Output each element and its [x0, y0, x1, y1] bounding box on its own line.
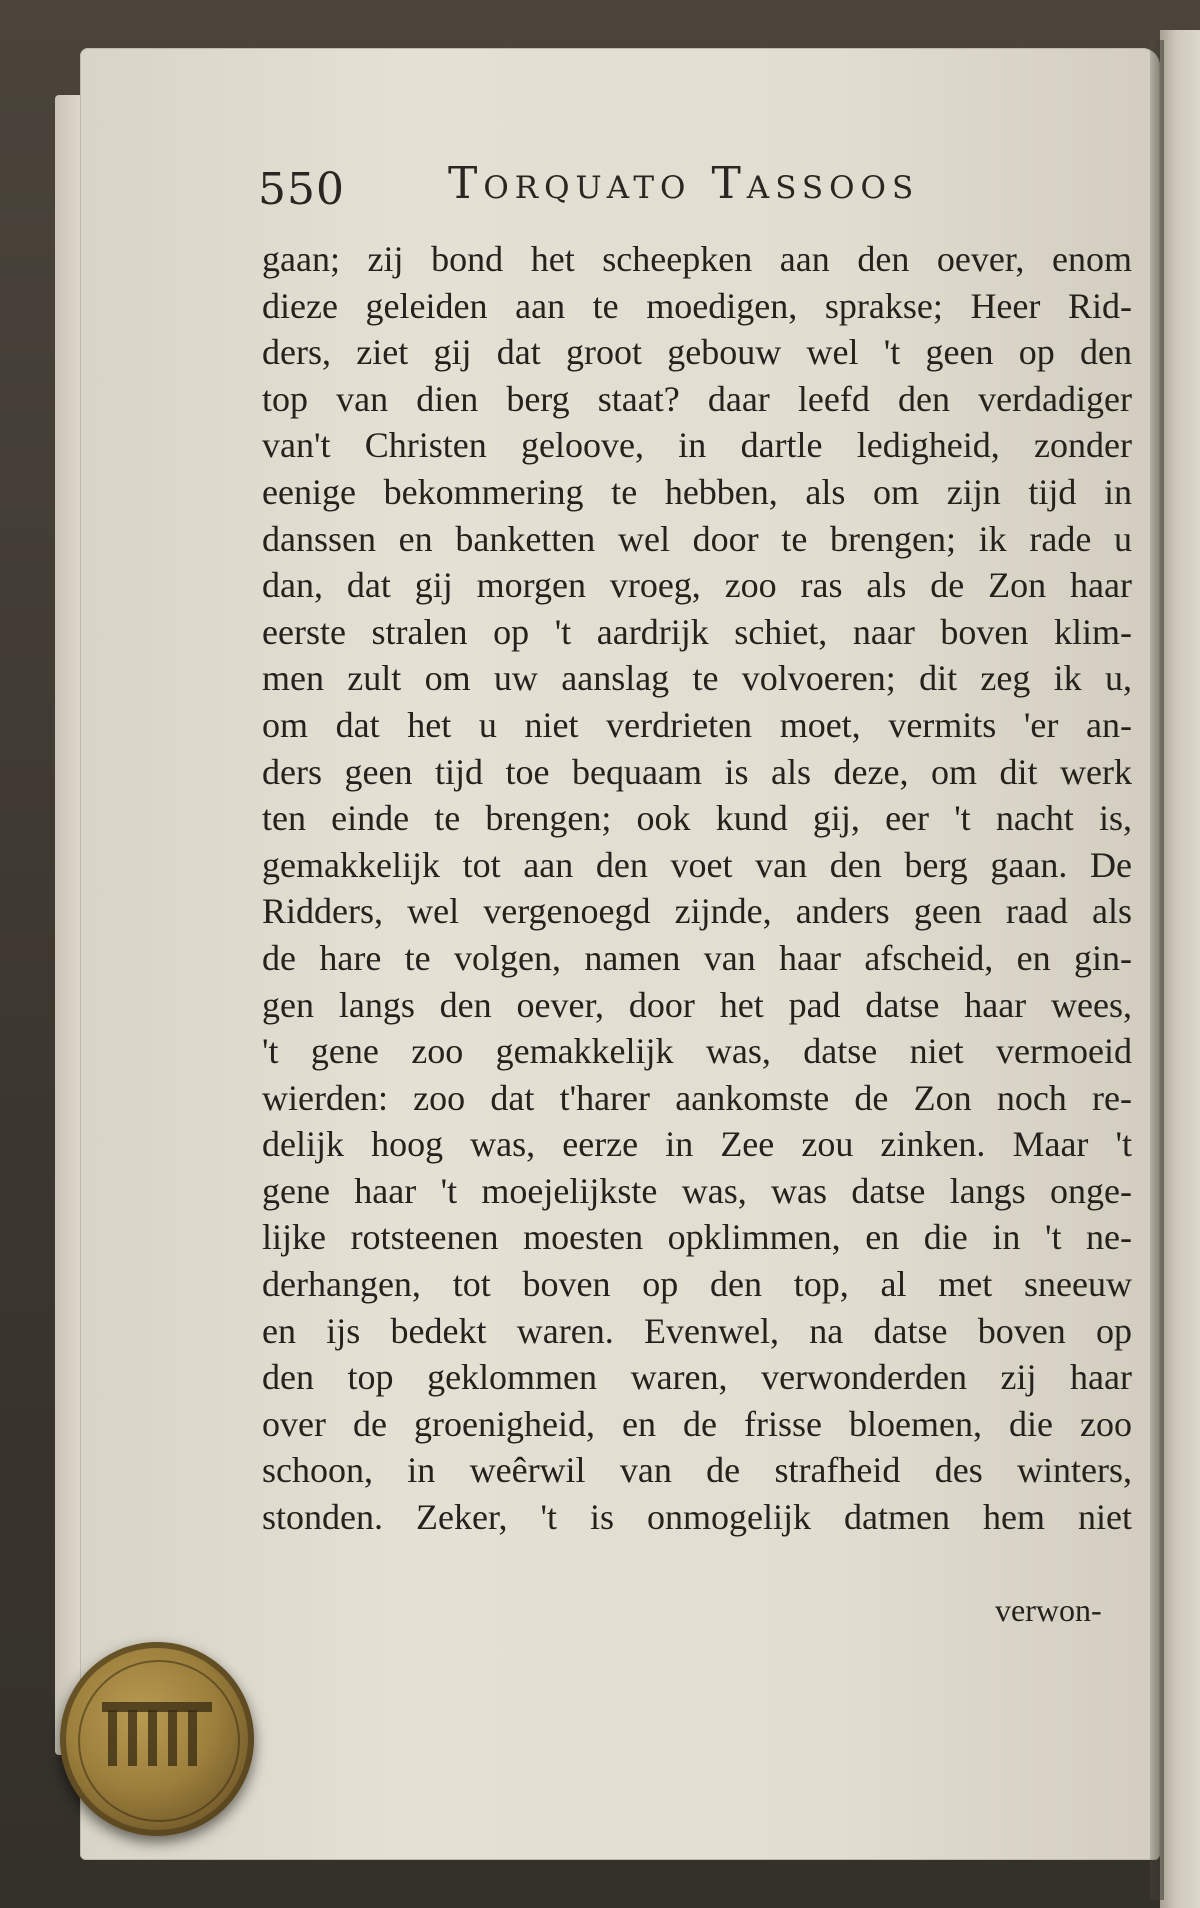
text-line: 't gene zoo gemakkelijk was, datse niet vermoeid — [262, 1031, 1132, 1072]
text-line: stonden. Zeker, 't is onmogelijk datmen hem niet — [262, 1497, 1132, 1538]
text-line: van't Christen geloove, in dartle ledigheid, zonder — [262, 425, 1132, 466]
text-line: gaan; zij bond het scheepken aan den oever, enom — [262, 239, 1132, 279]
body-text — [262, 236, 1132, 1541]
text-line: gen langs den oever, door het pad datse haar wees, — [262, 984, 1132, 1025]
text-line: wierden: zoo dat t'harer aankomste de Zon noch re- — [262, 1077, 1132, 1118]
text-line: den top geklommen waren, verwonderden zij haar — [262, 1357, 1132, 1398]
text-line: derhangen, tot boven op den top, al met sneeuw — [262, 1264, 1132, 1305]
text-line: dan, dat gij morgen vroeg, zoo ras als de Zon haar — [262, 565, 1132, 606]
text-line: Ridders, wel vergenoegd zijnde, anders geen raad als — [262, 891, 1132, 932]
text-line: ders, ziet gij dat groot gebouw wel 't geen op den — [262, 332, 1132, 373]
text-line: danssen en banketten wel door te brengen; ik rade u — [262, 518, 1132, 559]
text-line: en ijs bedekt waren. Evenwel, na datse boven op — [262, 1310, 1132, 1351]
text-line: ders geen tijd toe bequaam is als deze, om dit werk — [262, 751, 1132, 792]
catchword: verwon- — [995, 1592, 1102, 1628]
text-line: eenige bekommering te hebben, als om zijn tijd in — [262, 471, 1132, 512]
text-line: om dat het u niet verdrieten moet, vermits 'er an- — [262, 704, 1132, 745]
text-line: over de groenigheid, en de frisse bloemen, die zoo — [262, 1403, 1132, 1444]
text-line: eerste stralen op 't aardrijk schiet, naar boven klim- — [262, 611, 1132, 652]
facing-page-edge — [1160, 30, 1200, 1908]
text-line: delijk hoog was, eerze in Zee zou zinken. Maar 't — [262, 1124, 1132, 1165]
text-line: gene haar 't moejelijkste was, was datse langs onge- — [262, 1170, 1132, 1211]
running-title: Torquato Tassoos — [448, 158, 920, 209]
text-line: ten einde te brengen; ook kund gij, eer 't nacht is, — [262, 798, 1132, 839]
page-header — [258, 158, 958, 222]
text-line: men zult om uw aanslag te volvoeren; dit zeg ik u, — [262, 658, 1132, 699]
text-line: dieze geleiden aan te moedigen, sprakse; Heer Rid- — [262, 285, 1132, 326]
coin — [60, 1642, 254, 1836]
text-line: schoon, in weêrwil van de strafheid des winters, — [262, 1450, 1132, 1491]
text-line: gemakkelijk tot aan den voet van den berg gaan. De — [262, 844, 1132, 885]
page-number: 550 — [258, 164, 345, 215]
text-line: lijke rotsteenen moesten opklimmen, en die in 't ne- — [262, 1217, 1132, 1258]
gate-icon — [102, 1702, 212, 1770]
text-line: de hare te volgen, namen van haar afscheid, en gin- — [262, 937, 1132, 978]
book-gutter — [1150, 40, 1164, 1900]
text-line: top van dien berg staat? daar leefd den verdadiger — [262, 378, 1132, 419]
